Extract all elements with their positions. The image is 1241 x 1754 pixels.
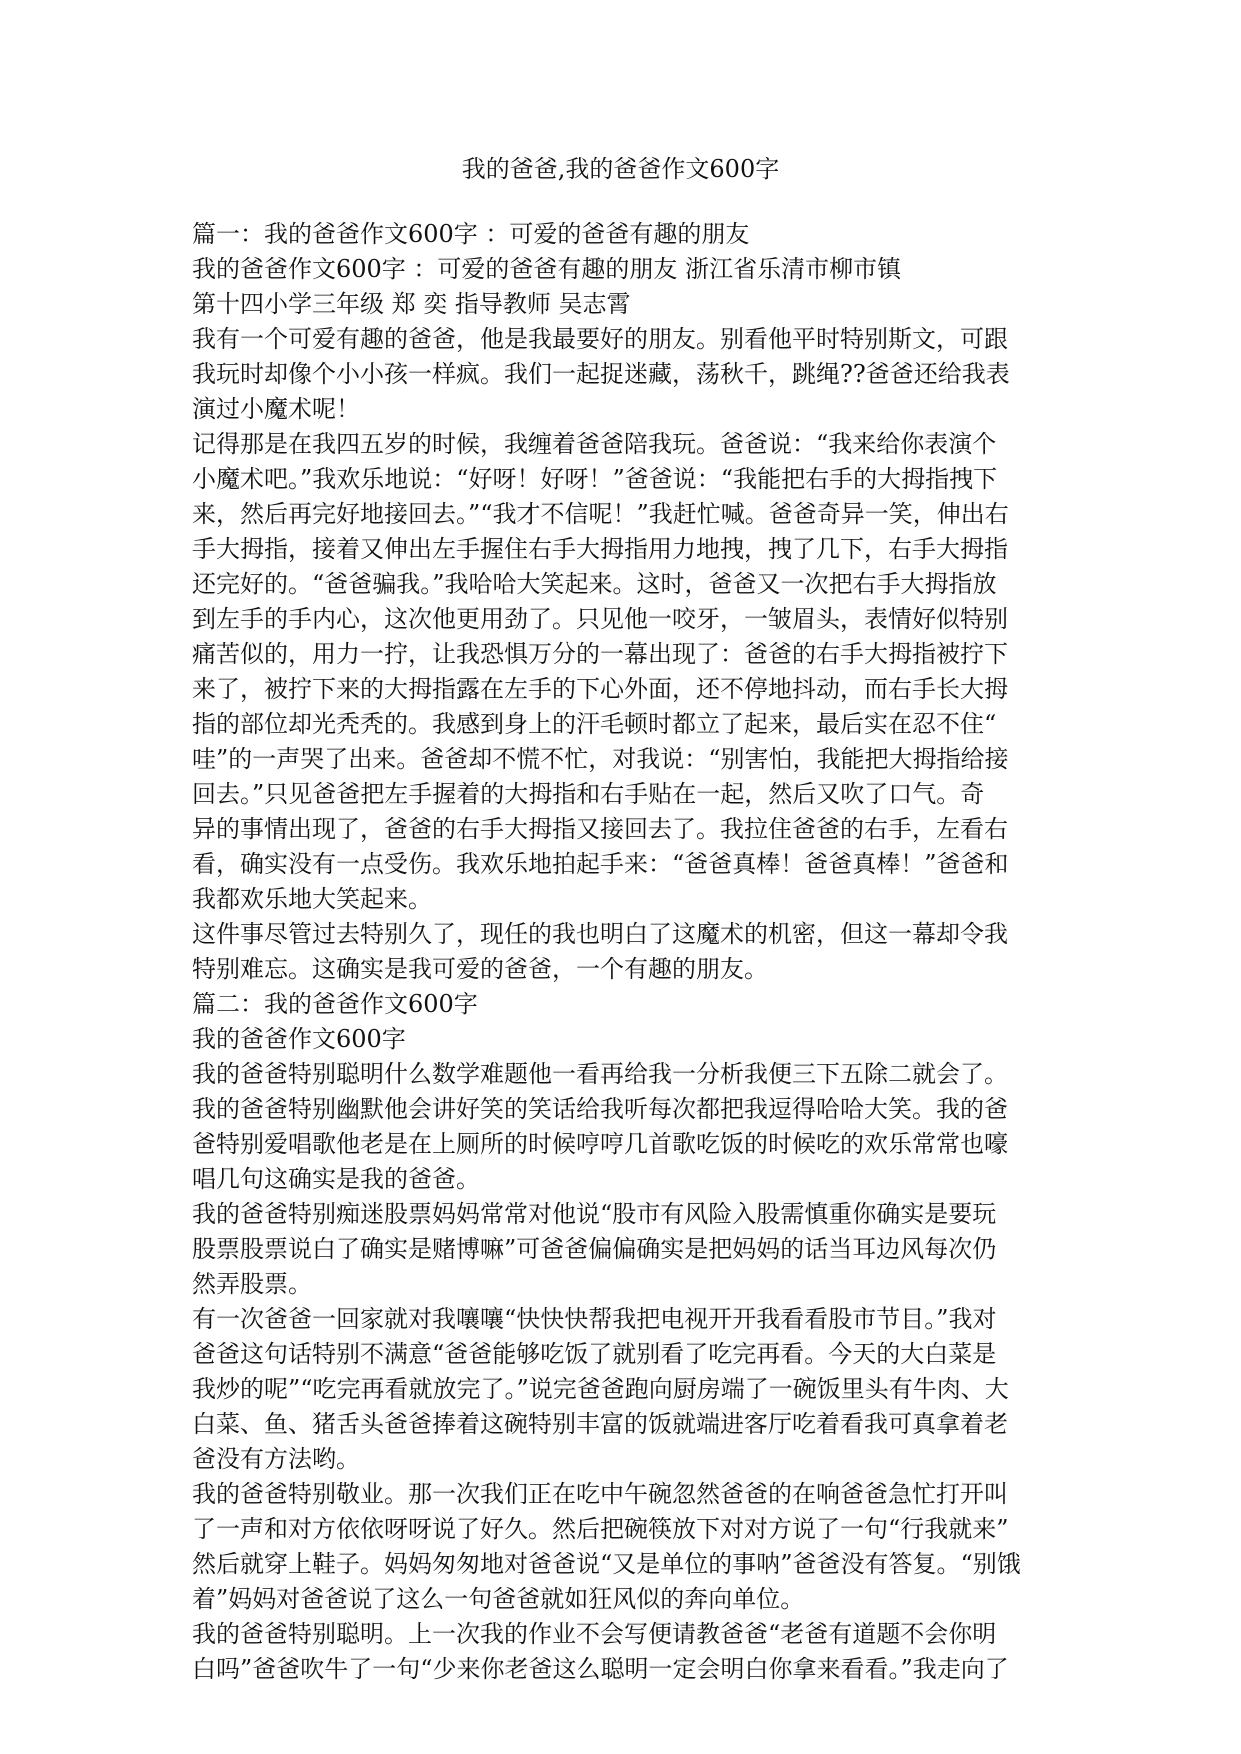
text-line: 来，然后再完好地接回去。”“我才不信呢！”我赶忙喊。爸爸奇异一笑，伸出右 bbox=[192, 500, 1009, 528]
text-line: 这件事尽管过去特别久了，现任的我也明白了这魔术的机密，但这一幕却令我 bbox=[192, 920, 1008, 948]
text-line: 回去。”只见爸爸把左手握着的大拇指和右手贴在一起，然后又吹了口气。奇 bbox=[192, 780, 985, 808]
text-line: 我玩时却像个小小孩一样疯。我们一起捉迷藏，荡秋千，跳绳??爸爸还给我表 bbox=[192, 360, 1010, 388]
text-line: 特别难忘。这确实是我可爱的爸爸，一个有趣的朋友。 bbox=[192, 955, 768, 983]
text-line: 哇”的一声哭了出来。爸爸却不慌不忙，对我说：“别害怕，我能把大拇指给接 bbox=[192, 745, 1009, 773]
text-line: 爸特别爱唱歌他老是在上厕所的时候哼哼几首歌吃饭的时候吃的欢乐常常也嚎 bbox=[192, 1130, 1008, 1158]
text-line: 唱几句这确实是我的爸爸。 bbox=[192, 1165, 480, 1193]
text-line: 白菜、鱼、猪舌头爸爸捧着这碗特别丰富的饭就端进客厅吃着看我可真拿着老 bbox=[192, 1410, 1008, 1438]
text-line: 了一声和对方依依呀呀说了好久。然后把碗筷放下对对方说了一句“行我就来” bbox=[192, 1515, 1009, 1543]
text-line: 篇二：我的爸爸作文600字 bbox=[192, 990, 478, 1018]
text-line: 我都欢乐地大笑起来。 bbox=[192, 885, 432, 913]
text-line: 我的爸爸特别敬业。那一次我们正在吃中午碗忽然爸爸的在响爸爸急忙打开叫 bbox=[192, 1480, 1008, 1508]
text-line: 爸没有方法哟。 bbox=[192, 1445, 360, 1473]
document-body bbox=[192, 217, 1044, 1687]
text-line: 看，确实没有一点受伤。我欢乐地拍起手来：“爸爸真棒！爸爸真棒！”爸爸和 bbox=[192, 850, 1009, 878]
text-line: 我的爸爸作文600字 bbox=[192, 1025, 406, 1053]
text-line: 记得那是在我四五岁的时候，我缠着爸爸陪我玩。爸爸说：“我来给你表演个 bbox=[192, 430, 997, 458]
text-line: 我的爸爸特别聪明。上一次我的作业不会写便请教爸爸“老爸有道题不会你明 bbox=[192, 1620, 997, 1648]
text-line: 着”妈妈对爸爸说了这么一句爸爸就如狂风似的奔向单位。 bbox=[192, 1585, 805, 1613]
text-line: 然弄股票。 bbox=[192, 1270, 312, 1298]
text-line: 小魔术吧。”我欢乐地说：“好呀！好呀！”爸爸说：“我能把右手的大拇指拽下 bbox=[192, 465, 998, 493]
text-line: 还完好的。“爸爸骗我。”我哈哈大笑起来。这时，爸爸又一次把右手大拇指放 bbox=[192, 570, 997, 598]
text-line: 篇一：我的爸爸作文600字 ：可爱的爸爸有趣的朋友 bbox=[192, 220, 750, 248]
text-line: 第十四小学三年级 郑 奕 指导教师 吴志霄 bbox=[192, 290, 631, 318]
text-line: 爸爸这句话特别不满意“爸爸能够吃饭了就别看了吃完再看。今天的大白菜是 bbox=[192, 1340, 997, 1368]
text-line: 我有一个可爱有趣的爸爸，他是我最要好的朋友。别看他平时特别斯文，可跟 bbox=[192, 325, 1008, 353]
text-line: 我的爸爸特别幽默他会讲好笑的笑话给我听每次都把我逗得哈哈大笑。我的爸 bbox=[192, 1095, 1008, 1123]
text-line: 手大拇指，接着又伸出左手握住右手大拇指用力地拽，拽了几下，右手大拇指 bbox=[192, 535, 1008, 563]
text-line: 我的爸爸特别聪明什么数学难题他一看再给我一分析我便三下五除二就会了。 bbox=[192, 1060, 1008, 1088]
text-line: 异的事情出现了，爸爸的右手大拇指又接回去了。我拉住爸爸的右手，左看右 bbox=[192, 815, 1008, 843]
text-line: 指的部位却光秃秃的。我感到身上的汗毛顿时都立了起来，最后实在忍不住“ bbox=[192, 710, 997, 738]
text-line: 然后就穿上鞋子。妈妈匆匆地对爸爸说“又是单位的事呐”爸爸没有答复。“别饿 bbox=[192, 1550, 1021, 1578]
document-title: 我的爸爸,我的爸爸作文600字 bbox=[461, 155, 780, 183]
text-line: 我的爸爸作文600字 ：可爱的爸爸有趣的朋友 浙江省乐清市柳市镇 bbox=[192, 255, 902, 283]
text-line: 有一次爸爸一回家就对我嚷嚷“快快快帮我把电视开开我看看股市节目。”我对 bbox=[192, 1305, 997, 1333]
text-line: 来了，被拧下来的大拇指露在左手的下心外面，还不停地抖动，而右手长大拇 bbox=[192, 675, 1008, 703]
text-line: 股票股票说白了确实是赌博嘛”可爸爸偏偏确实是把妈妈的话当耳边风每次仍 bbox=[192, 1235, 997, 1263]
text-line: 到左手的手内心，这次他更用劲了。只见他一咬牙，一皱眉头，表情好似特别 bbox=[192, 605, 1008, 633]
text-line: 我的爸爸特别痴迷股票妈妈常常对他说“股市有风险入股需慎重你确实是要玩 bbox=[192, 1200, 997, 1228]
text-line: 痛苦似的，用力一拧，让我恐惧万分的一幕出现了：爸爸的右手大拇指被拧下 bbox=[192, 640, 1008, 668]
text-line: 白吗”爸爸吹牛了一句“少来你老爸这么聪明一定会明白你拿来看看。”我走向了 bbox=[192, 1655, 1009, 1683]
text-line: 我炒的呢”“吃完再看就放完了。”说完爸爸跑向厨房端了一碗饭里头有牛肉、大 bbox=[192, 1375, 1009, 1403]
text-line: 演过小魔术呢！ bbox=[192, 395, 360, 423]
